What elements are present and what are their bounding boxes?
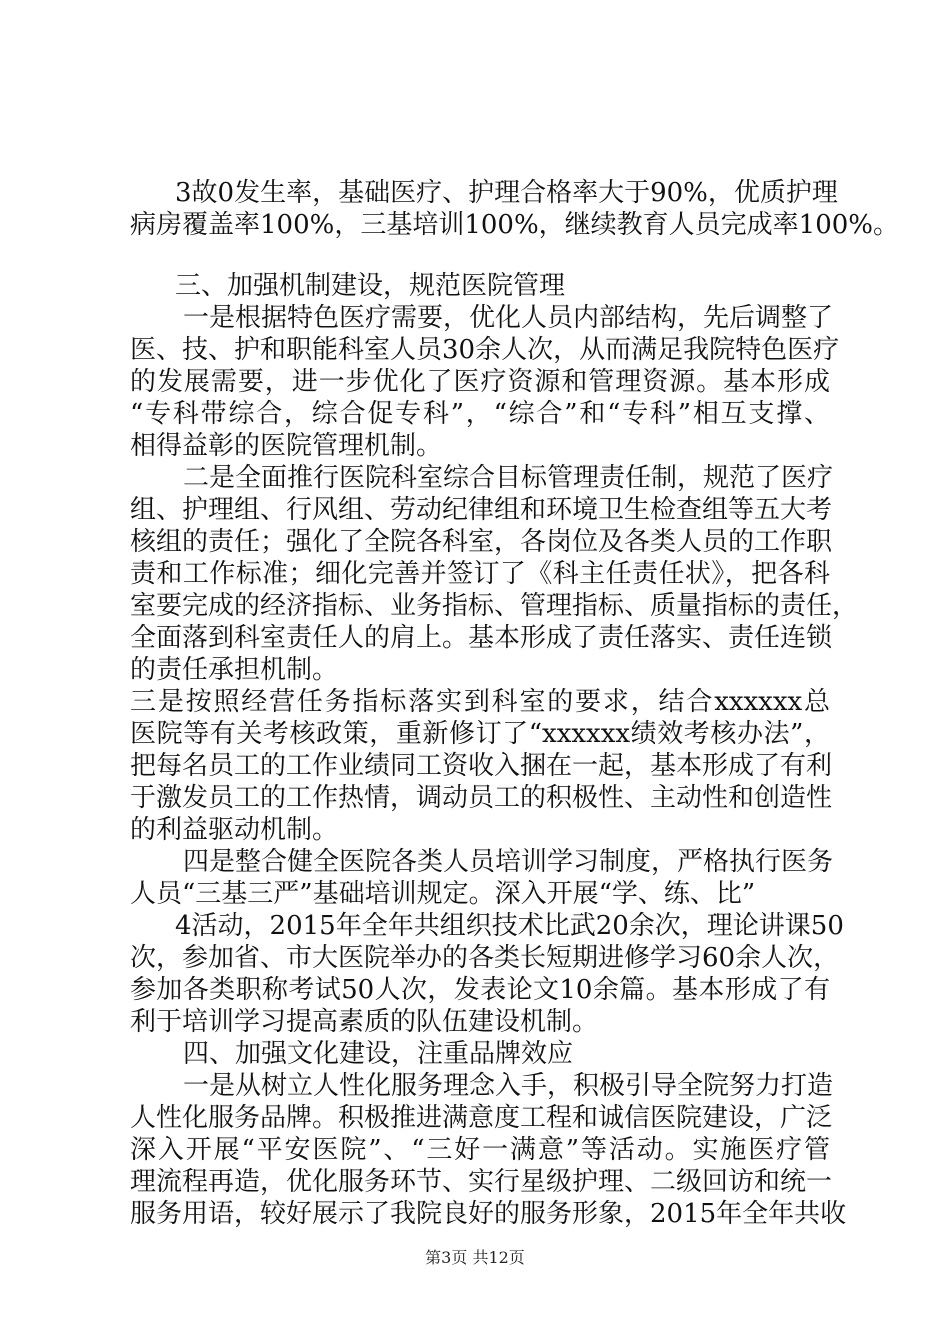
text-line: 室要完成的经济指标、业务指标、管理指标、质量指标的责任， [130,591,859,621]
text-line: 一是从树立人性化服务理念入手，积极引导全院努力打造 [183,1071,834,1101]
text-line: 的利益驱动机制。 [130,815,339,845]
section-heading: 四、加强文化建设，注重品牌效应 [183,1039,574,1069]
text-line: 的责任承担机制。 [130,655,339,685]
text-line: 四是整合健全医院各类人员培训学习制度，严格执行医务 [183,847,834,877]
page-number-footer: 第3页 共12页 [425,1248,525,1267]
text-line: 把每名员工的工作业绩同工资收入捆在一起，基本形成了有利 [130,751,833,781]
text-line: 参加各类职称考试50人次，发表论文10余篇。基本形成了有 [130,975,830,1005]
text-line: 服务用语，较好展示了我院良好的服务形象，2015年全年共收 [130,1199,847,1229]
text-line: 的发展需要，进一步优化了医疗资源和管理资源。基本形成 [130,367,830,397]
text-line: 核组的责任；强化了全院各科室，各岗位及各类人员的工作职 [130,527,833,557]
text-line: 深入开展“平安医院”、“三好一满意”等活动。实施医疗管 [130,1135,830,1165]
text-line: 医、技、护和职能科室人员30余人次，从而满足我院特色医疗 [130,335,840,365]
text-line: “专科带综合，综合促专科”，“综合”和“专科”相互支撑、 [130,399,830,429]
text-line: 组、护理组、行风组、劳动纪律组和环境卫生检查组等五大考 [130,495,833,525]
text-line: 责和工作标准；细化完善并签订了《科主任责任状》，把各科 [130,559,830,589]
text-line: 理流程再造，优化服务环节、实行星级护理、二级回访和统一 [130,1167,833,1197]
text-line: 利于培训学习提高素质的队伍建设机制。 [130,1007,599,1037]
text-line: 医院等有关考核政策，重新修订了“xxxxxx绩效考核办法”， [130,719,830,749]
text-line: 人员“三基三严”基础培训规定。深入开展“学、练、比” [130,879,756,909]
text-line: 一是根据特色医疗需要，优化人员内部结构，先后调整了 [183,303,834,333]
section-heading: 三、加强机制建设，规范医院管理 [175,271,566,301]
text-line: 于激发员工的工作热情，调动员工的积极性、主动性和创造性 [130,783,833,813]
text-line: 二是全面推行医院科室综合目标管理责任制，规范了医疗 [183,463,834,493]
text-line: 病房覆盖率100%，三基培训100%，继续教育人员完成率100%。 [130,210,899,240]
text-line: 全面落到科室责任人的肩上。基本形成了责任落实、责任连锁 [130,623,833,653]
text-line: 次，参加省、市大医院举办的各类长短期进修学习60余人次， [130,943,840,973]
text-line: 人性化服务品牌。积极推进满意度工程和诚信医院建设，广泛 [130,1103,833,1133]
text-line: 3故0发生率，基础医疗、护理合格率大于90%，优质护理 [175,178,838,208]
text-line: 4活动，2015年全年共组织技术比武20余次，理论讲课50 [175,911,844,941]
text-line: 三是按照经营任务指标落实到科室的要求，结合xxxxxx总 [130,687,830,717]
text-line: 相得益彰的医院管理机制。 [130,431,443,461]
